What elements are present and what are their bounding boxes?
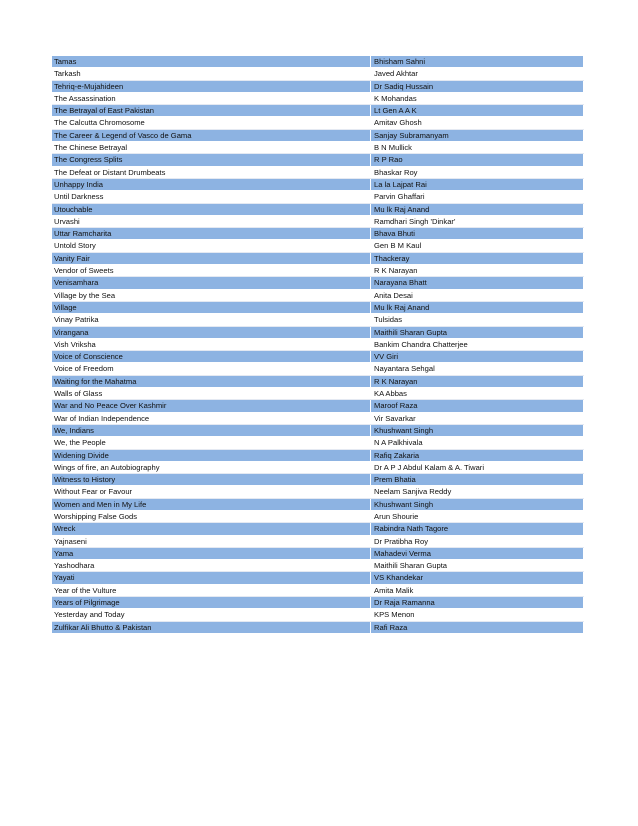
table-row [52, 424, 584, 436]
book-title-cell: Uttar Ramcharita [52, 228, 371, 240]
book-title-cell: The Defeat or Distant Drumbeats [52, 166, 371, 178]
book-title-cell: Yama [52, 547, 371, 559]
table-row [52, 215, 584, 227]
table-row [52, 572, 584, 584]
table-row [52, 56, 584, 68]
table-row [52, 351, 584, 363]
author-cell: Anita Desai [371, 289, 584, 301]
book-title-cell: Yayati [52, 572, 371, 584]
book-title-cell: Years of Pilgrimage [52, 597, 371, 609]
table-row [52, 338, 584, 350]
table-row [52, 375, 584, 387]
book-title-cell: Without Fear or Favour [52, 486, 371, 498]
author-cell: Dr Sadiq Hussain [371, 80, 584, 92]
author-cell: Parvin Ghaffari [371, 191, 584, 203]
book-title-cell: Yajnaseni [52, 535, 371, 547]
book-title-cell: Unhappy India [52, 178, 371, 190]
book-title-cell: The Chinese Betrayal [52, 142, 371, 154]
table-row [52, 314, 584, 326]
book-title-cell: Virangana [52, 326, 371, 338]
author-cell: Rafiq Zakaria [371, 449, 584, 461]
table-row [52, 621, 584, 633]
author-cell: N A Palkhivala [371, 437, 584, 449]
author-cell: Javed Akhtar [371, 68, 584, 80]
table-row [52, 117, 584, 129]
table-row [52, 289, 584, 301]
author-cell: Neelam Sanjiva Reddy [371, 486, 584, 498]
book-title-cell: Untold Story [52, 240, 371, 252]
author-cell: Amitav Ghosh [371, 117, 584, 129]
author-cell: VV Giri [371, 351, 584, 363]
book-title-cell: We, Indians [52, 424, 371, 436]
table-row [52, 228, 584, 240]
author-cell: Arun Shourie [371, 510, 584, 522]
author-cell: KPS Menon [371, 609, 584, 621]
table-row [52, 535, 584, 547]
book-title-cell: Waiting for the Mahatma [52, 375, 371, 387]
book-title-cell: War and No Peace Over Kashmir [52, 400, 371, 412]
author-cell: R P Rao [371, 154, 584, 166]
author-cell: Nayantara Sehgal [371, 363, 584, 375]
table-body [52, 56, 584, 633]
author-cell: Rabindra Nath Tagore [371, 523, 584, 535]
book-title-cell: Witness to History [52, 474, 371, 486]
author-cell: Dr Raja Ramanna [371, 597, 584, 609]
author-cell: Maithili Sharan Gupta [371, 560, 584, 572]
table-row [52, 326, 584, 338]
author-cell: Khushwant Singh [371, 424, 584, 436]
table-row [52, 412, 584, 424]
book-title-cell: The Assassination [52, 92, 371, 104]
table-row [52, 523, 584, 535]
table-row [52, 498, 584, 510]
author-cell: Tulsidas [371, 314, 584, 326]
books-authors-table [52, 56, 584, 634]
author-cell: Dr A P J Abdul Kalam & A. Tiwari [371, 461, 584, 473]
author-cell: Maroof Raza [371, 400, 584, 412]
author-cell: KA Abbas [371, 388, 584, 400]
book-title-cell: The Calcutta Chromosome [52, 117, 371, 129]
table-row [52, 461, 584, 473]
table-row [52, 449, 584, 461]
table-row [52, 142, 584, 154]
author-cell: La la Lajpat Rai [371, 178, 584, 190]
table-row [52, 203, 584, 215]
author-cell: Vir Savarkar [371, 412, 584, 424]
author-cell: Sanjay Subramanyam [371, 129, 584, 141]
author-cell: B N Mullick [371, 142, 584, 154]
author-cell: VS Khandekar [371, 572, 584, 584]
table-row [52, 597, 584, 609]
author-cell: Dr Pratibha Roy [371, 535, 584, 547]
book-title-cell: Utouchable [52, 203, 371, 215]
table-row [52, 388, 584, 400]
table-row [52, 474, 584, 486]
table-row [52, 166, 584, 178]
book-title-cell: Year of the Vulture [52, 584, 371, 596]
table-row [52, 68, 584, 80]
author-cell: Ramdhari Singh 'Dinkar' [371, 215, 584, 227]
book-title-cell: Tamas [52, 56, 371, 68]
book-title-cell: The Betrayal of East Pakistan [52, 105, 371, 117]
table-row [52, 510, 584, 522]
table-row [52, 154, 584, 166]
author-cell: Prem Bhatia [371, 474, 584, 486]
author-cell: Bhava Bhuti [371, 228, 584, 240]
author-cell: Mu lk Raj Anand [371, 203, 584, 215]
book-title-cell: Widening Divide [52, 449, 371, 461]
table-row [52, 301, 584, 313]
author-cell: Bhisham Sahni [371, 56, 584, 68]
author-cell: Narayana Bhatt [371, 277, 584, 289]
table-row [52, 277, 584, 289]
table-row [52, 560, 584, 572]
table-row [52, 486, 584, 498]
author-cell: K Mohandas [371, 92, 584, 104]
book-title-cell: Wings of fire, an Autobiography [52, 461, 371, 473]
author-cell: R K Narayan [371, 265, 584, 277]
author-cell: Bhaskar Roy [371, 166, 584, 178]
author-cell: Mahadevi Verma [371, 547, 584, 559]
book-title-cell: Venisamhara [52, 277, 371, 289]
author-cell: R K Narayan [371, 375, 584, 387]
book-title-cell: We, the People [52, 437, 371, 449]
book-title-cell: The Congress Splits [52, 154, 371, 166]
book-title-cell: War of Indian Independence [52, 412, 371, 424]
author-cell: Mu lk Raj Anand [371, 301, 584, 313]
table-row [52, 80, 584, 92]
author-cell: Khushwant Singh [371, 498, 584, 510]
book-title-cell: Zulfikar Ali Bhutto & Pakistan [52, 621, 371, 633]
book-title-cell: Village by the Sea [52, 289, 371, 301]
table-row [52, 191, 584, 203]
table-row [52, 240, 584, 252]
table-row [52, 265, 584, 277]
book-title-cell: Voice of Conscience [52, 351, 371, 363]
book-title-cell: Voice of Freedom [52, 363, 371, 375]
book-title-cell: Wreck [52, 523, 371, 535]
author-cell: Gen B M Kaul [371, 240, 584, 252]
table-row [52, 92, 584, 104]
table-row [52, 105, 584, 117]
book-title-cell: Village [52, 301, 371, 313]
book-title-cell: Yashodhara [52, 560, 371, 572]
author-cell: Thackeray [371, 252, 584, 264]
table-row [52, 178, 584, 190]
table-row [52, 400, 584, 412]
book-title-cell: Walls of Glass [52, 388, 371, 400]
book-title-cell: Vinay Patrika [52, 314, 371, 326]
book-title-cell: Tehriq-e-Mujahideen [52, 80, 371, 92]
author-cell: Amita Malik [371, 584, 584, 596]
author-cell: Maithili Sharan Gupta [371, 326, 584, 338]
table-row [52, 584, 584, 596]
table-row [52, 609, 584, 621]
author-cell: Bankim Chandra Chatterjee [371, 338, 584, 350]
book-title-cell: Women and Men in My Life [52, 498, 371, 510]
book-title-cell: The Career & Legend of Vasco de Gama [52, 129, 371, 141]
author-cell: Rafi Raza [371, 621, 584, 633]
table-row [52, 547, 584, 559]
table-row [52, 363, 584, 375]
book-title-cell: Urvashi [52, 215, 371, 227]
book-title-cell: Vanity Fair [52, 252, 371, 264]
table-row [52, 129, 584, 141]
book-title-cell: Tarkash [52, 68, 371, 80]
book-title-cell: Vendor of Sweets [52, 265, 371, 277]
book-title-cell: Vish Vriksha [52, 338, 371, 350]
table-row [52, 437, 584, 449]
book-title-cell: Until Darkness [52, 191, 371, 203]
book-title-cell: Worshipping False Gods [52, 510, 371, 522]
book-title-cell: Yesterday and Today [52, 609, 371, 621]
table-row [52, 252, 584, 264]
author-cell: Lt Gen A A K [371, 105, 584, 117]
